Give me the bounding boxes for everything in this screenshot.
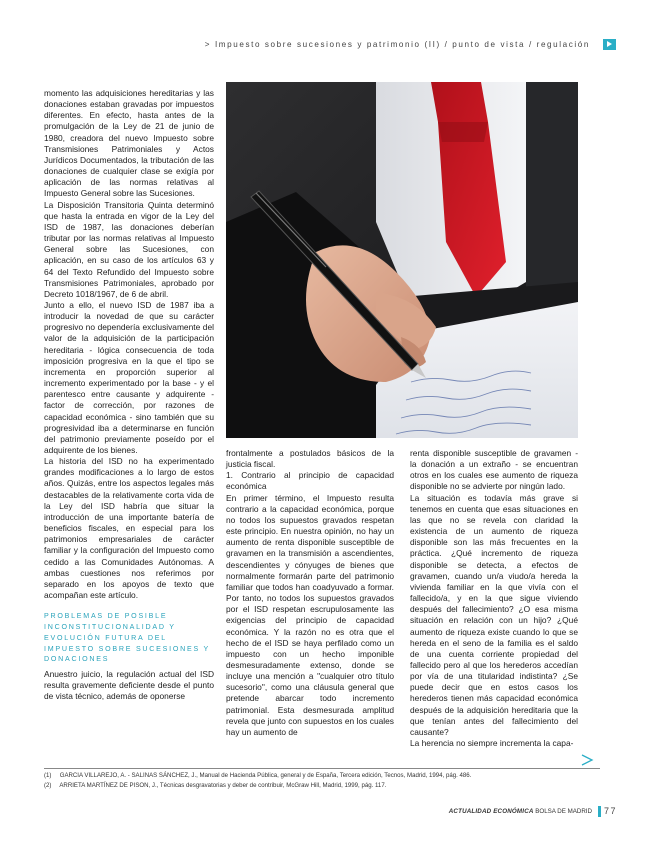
footnote-divider bbox=[44, 768, 600, 769]
footnote bbox=[44, 781, 604, 791]
paragraph: La herencia no siempre incrementa la capa- bbox=[410, 738, 574, 749]
footnote-number: (1) bbox=[44, 772, 52, 779]
footer-bar bbox=[598, 806, 601, 817]
page-number: 77 bbox=[604, 806, 618, 816]
article-photo bbox=[226, 82, 578, 438]
footnotes bbox=[44, 771, 604, 791]
paragraph: En primer término, el Impuesto resulta contrario a la capacidad económica, porque no todos los supuestos gravados respetan este principio. En nuestra opinión, no hay un aumento de renta disponible susceptible de gravamen en la transmisión a ascendientes, descendientes y cónyuges de bienes que normalmente formarán parte del patrimonio familiar que todos han coadyuvado a formar. Por tanto, no todos los supuestos gravados por el ISD respetan escrupulosamente las exigencias del principio de capacidad económica. Y la razón no es otra que el hecho de el ISD se haya perfilado como un impuesto con un hecho imponible desmesuradamente extenso, donde se incluye una mención a "cualquier otro título sucesorio", como una cláusula general que pretende abarcar todo incremento patrimonial. Esta desmesurada amplitud revela que junto con supuestos en los cuales hay un aumento de bbox=[226, 492, 394, 737]
paragraph: momento las adquisiciones hereditarias y las donaciones estaban gravadas por impuestos diferentes. En efecto, hasta antes de la promulgación de la Ley de 21 de junio de 1980, creadora del nuevo Impuesto sobre Transmisiones Patrimoniales y Actos Jurídicos Documentados, la tributación de las donaciones de cualquier clase se exigía por aplicación de las normas relativas al Impuesto General sobre las Sucesiones. bbox=[44, 88, 214, 199]
page-footer bbox=[360, 808, 592, 815]
paragraph: La Disposición Transitoria Quinta determinó que hasta la entrada en vigor de la Ley del ISD de 1987, las donaciones deberían tributar por las normas relativas al Impuesto General sobre las Sucesiones, con aplicación, en su caso de los artículos 63 y 64 del Texto Refundido del Impuesto sobre Transmisiones Patrimoniales, aprobado por Decreto 1018/1967, de 6 de abril. bbox=[44, 199, 214, 299]
paragraph: La historia del ISD no ha experimentado grandes modificaciones a lo largo de estos años. Quizás, entre los aspectos legales más destacables de la relativamente corta vida de la Ley del ISD habría que situar la introducción de una importante batería de beneficios fiscales, en especial para los patrimonios empresariales de carácter familiar y la configuración del Impuesto como cedido a las Comunidades Autónomas. A ambas cuestiones nos referimos por separado en los apoyos de texto que acompañan este artículo. bbox=[44, 456, 214, 601]
header-arrow-icon bbox=[603, 39, 616, 50]
paragraph: Junto a ello, el nuevo ISD de 1987 iba a introducir la novedad de que su carácter progresivo no dependería exclusivamente del valor de la adquisición de la participación hereditaria - lógica consecuencia de toda imposición progresiva en la que el tipo se incrementa en proporción superior al incremento experimentado por la base - y el parentesco entre causante y adquirente - factor de corrección, por razones de capacidad económica - sino también que su progresividad iba a determinarse en función del patrimonio previamente poseído por el adquirente de los bienes. bbox=[44, 299, 214, 455]
footer-publication: BOLSA DE MADRID bbox=[535, 808, 592, 815]
paragraph: Anuestro juicio, la regulación actual del ISD resulta gravemente deficiente desde el punto de vista técnico, además de oponerse bbox=[44, 669, 214, 702]
footnote-text: GARCIA VILLAREJO, A. - SALINAS SÁNCHEZ, J., Manual de Hacienda Pública, general y de España, Tercera edición, Tecnos, Madrid, 1994, pág. 486. bbox=[59, 772, 472, 779]
paragraph: frontalmente a postulados básicos de la justicia fiscal. bbox=[226, 448, 394, 470]
continue-arrow-icon bbox=[580, 753, 594, 767]
left-column bbox=[44, 88, 214, 703]
section-title: PROBLEMAS DE POSIBLE INCONSTITUCIONALIDAD Y EVOLUCIÓN FUTURA DEL IMPUESTO SOBRE SUCESIONES Y DONACIONES bbox=[44, 612, 210, 664]
paragraph: La situación es todavía más grave si tenemos en cuenta que esas situaciones en las que no se revela con claridad la existencia de un aumento de riqueza disponible son las más frecuentes en la práctica. ¿Qué incremento de riqueza disponible se detecta, a efectos de gravamen, cuando un/a viudo/a hereda la vivienda familiar en la que vivía con el fallecido/a, y en la que sigue viviendo después del fallecimiento? ¿O esa misma situación en relación con un hijo? ¿Qué aumento de riqueza existe cuando lo que se hereda en el seno de la familia es el saldo de una cuenta corriente propiedad del fallecido pero al que los herederos accedían por vía de una titularidad indistinta? ¿Se puede decir que en estos casos los herederos tienen más capacidad económica después de la adquisición hereditaria que la que tenían antes del fallecimiento del causante? bbox=[410, 492, 578, 737]
footnote-text: ARRIETA MARTÍNEZ DE PISON, J., Técnicas desgravatorias y deber de contribuir, McGraw Hill, Madrid, 1999, pág. 117. bbox=[59, 782, 387, 789]
hand-writing-illustration bbox=[226, 82, 578, 438]
subheading: 1. Contrario al principio de capacidad económica bbox=[226, 470, 394, 492]
middle-column bbox=[226, 448, 394, 738]
paragraph: renta disponible susceptible de gravamen - la donación a un extraño - se encuentran otros en los cuales ese aumento de riqueza disponible no se advierte por ningún lado. bbox=[410, 448, 578, 492]
footnote-number: (2) bbox=[44, 782, 52, 789]
running-header: > Impuesto sobre sucesiones y patrimonio (II) / punto de vista / regulación bbox=[204, 40, 590, 49]
right-column bbox=[410, 448, 578, 749]
footnote bbox=[44, 771, 604, 781]
footer-brand: ACTUALIDAD ECONÓMICA bbox=[448, 808, 534, 815]
